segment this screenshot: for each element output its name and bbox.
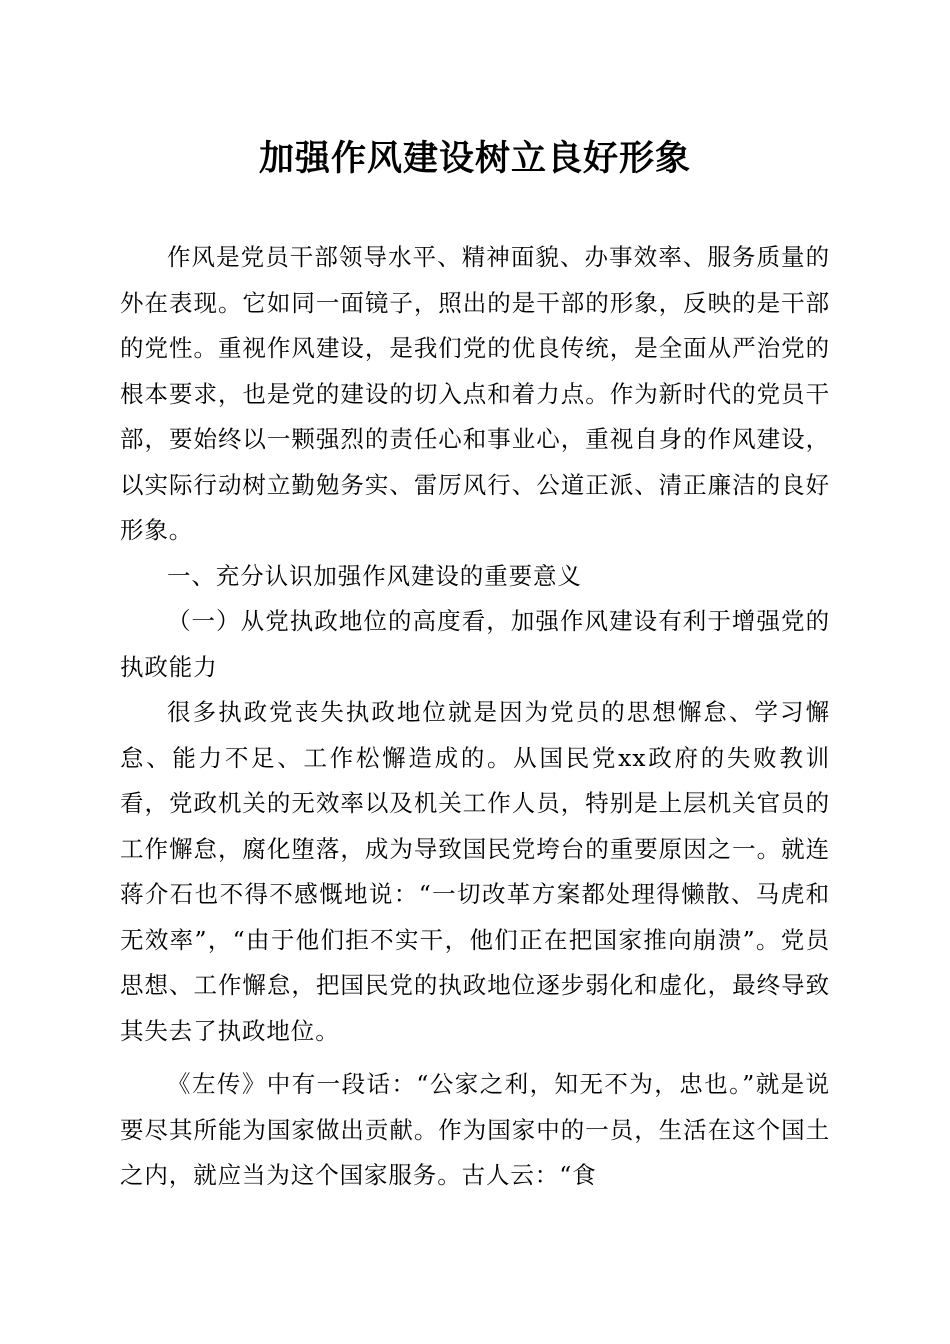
body-paragraph-2: 《左传》中有一段话：“公家之利，知无不为，忠也。”就是说要尽其所能为国家做出贡献。作为国家中的一员，生活在这个国土之内，就应当为这个国家服务。古人云：“食 — [120, 1070, 830, 1189]
section-heading: 一、充分认识加强作风建设的重要意义 — [167, 561, 582, 590]
body-paragraph-1: 很多执政党丧失执政地位就是因为党员的思想懈怠、学习懈怠、能力不足、工作松懈造成的。从国民党xx政府的失败教训看，党政机关的无效率以及机关工作人员，特别是上层机关官员的工作懈怠，腐化堕落，成为导致国民党垮台的重要原因之一。就连蒋介石也不得不感慨地说：“一切改革方案都处理得懒散、马虎和无效率”，“由于他们拒不实干，他们正在把国家推向崩溃”。党员思想、工作懈怠，把国民党的执政地位逐步弱化和虚化，最终导致其失去了执政地位。 — [120, 698, 830, 1045]
intro-paragraph: 作风是党员干部领导水平、精神面貌、办事效率、服务质量的外在表现。它如同一面镜子，照出的是干部的形象，反映的是干部的党性。重视作风建设，是我们党的优良传统，是全面从严治党的根本要求，也是党的建设的切入点和着力点。作为新时代的党员干部，要始终以一颗强烈的责任心和事业心，重视自身的作风建设，以实际行动树立勤勉务实、雷厉风行、公道正派、清正廉洁的良好形象。 — [120, 243, 830, 544]
subsection-heading: （一）从党执政地位的高度看，加强作风建设有利于增强党的执政能力 — [120, 607, 830, 681]
document-title: 加强作风建设树立良好形象 — [258, 138, 691, 179]
document-body — [120, 235, 830, 1199]
